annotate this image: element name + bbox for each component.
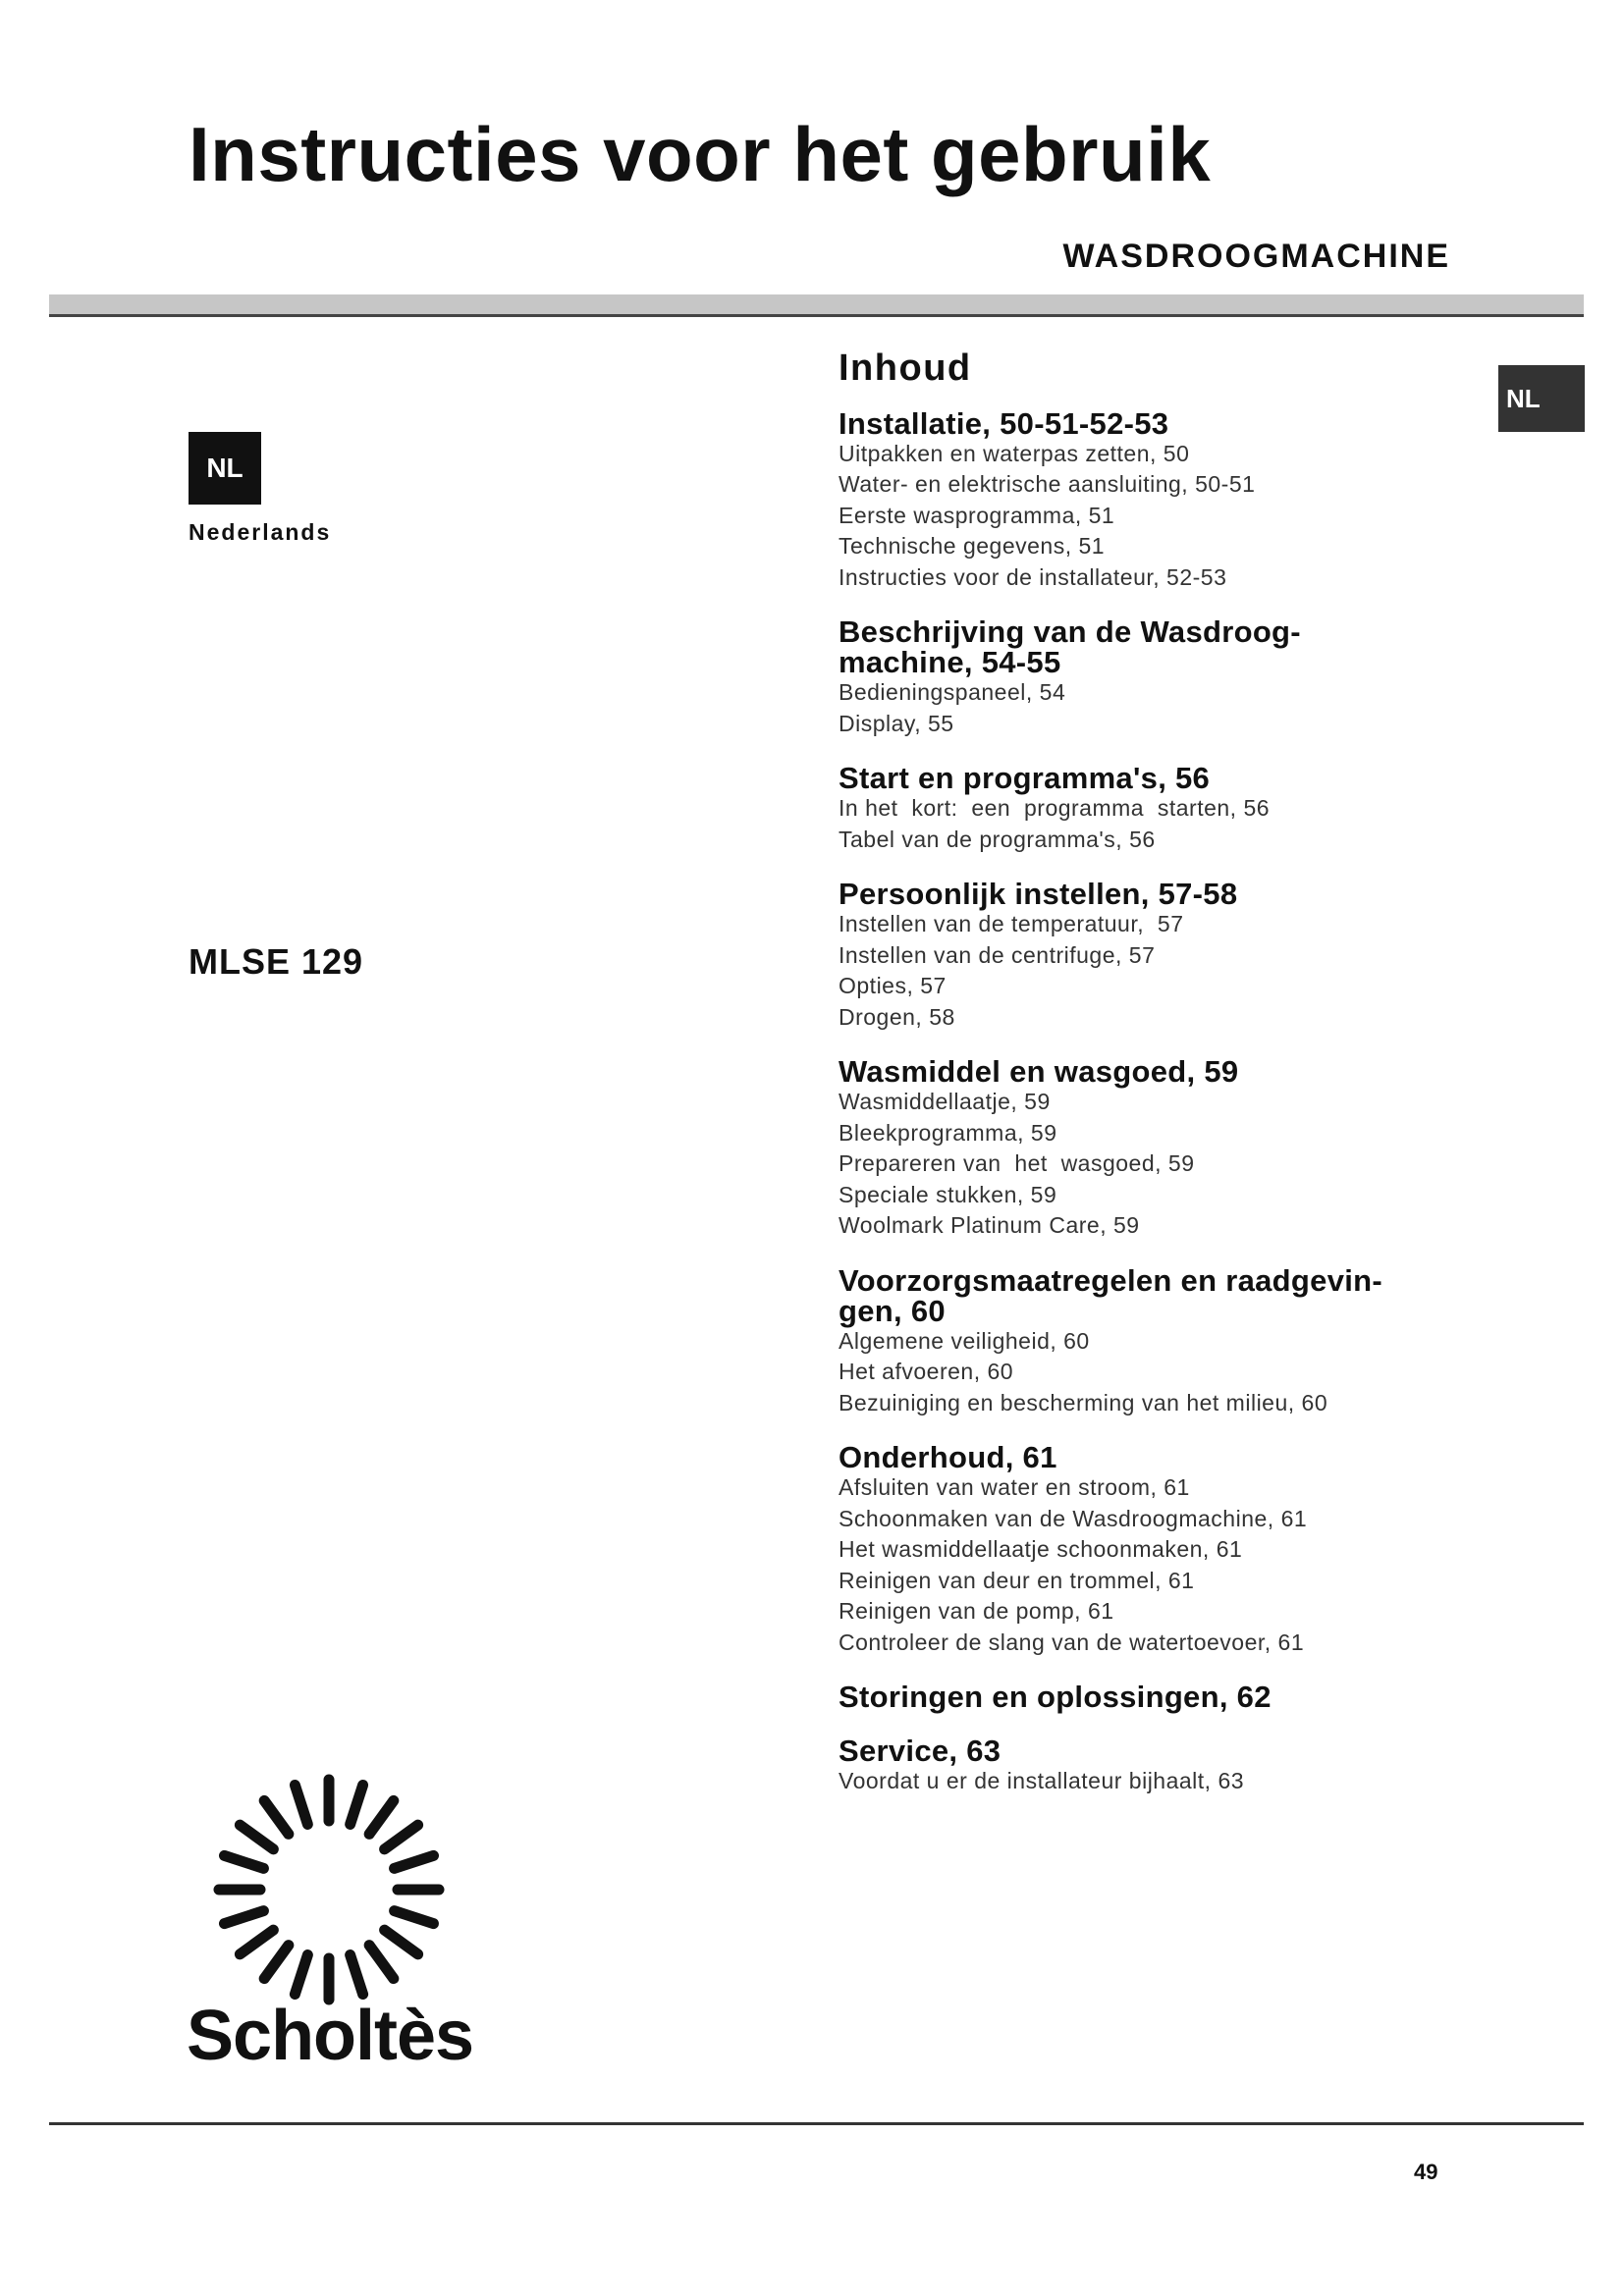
sun-ray [224,1911,263,1924]
toc-item: Display, 55 [839,710,954,736]
toc-item: Technische gegevens, 51 [839,533,1106,560]
toc-item: Reinigen van de pomp, 61 [839,1598,1114,1625]
toc-section-title: Onderhoud, 61 [839,1440,1057,1475]
toc-item: Woolmark Platinum Care, 59 [839,1212,1140,1239]
toc-heading: Inhoud [839,347,972,389]
sun-ray [369,1946,394,1979]
sun-ray [395,1911,434,1924]
toc-item: Het wasmiddellaatje schoonmaken, 61 [839,1536,1243,1563]
toc-section-title: Persoonlijk instellen, 57-58 [839,877,1238,912]
toc-item: Speciale stukken, 59 [839,1181,1057,1207]
toc-item: Reinigen van deur en trommel, 61 [839,1567,1195,1593]
header-divider [49,294,1584,317]
toc-item: Eerste wasprogramma, 51 [839,502,1115,528]
toc-item: Voordat u er de installateur bijhaalt, 63 [839,1768,1245,1794]
language-label: Nederlands [189,519,332,545]
sun-ray [264,1946,289,1979]
toc-section [839,1735,1428,1797]
toc-section-title: Installatie, 50-51-52-53 [839,405,1169,441]
toc-item: Het afvoeren, 60 [839,1359,1014,1385]
toc-item: Wasmiddellaatje, 59 [839,1089,1051,1115]
toc-item: Algemene veiligheid, 60 [839,1327,1090,1354]
toc-section [839,405,1428,594]
sun-ray [395,1855,434,1868]
sun-ray [240,1825,273,1849]
toc-section [839,616,1428,739]
language-tab: NL [1498,365,1585,432]
toc-item: Prepareren van het wasgoed, 59 [839,1150,1195,1177]
toc-item: Uitpakken en waterpas zetten, 50 [839,440,1190,466]
toc-item: Schoonmaken van de Wasdroogmachine, 61 [839,1505,1308,1531]
toc-item: Tabel van de programma's, 56 [839,826,1156,852]
language-badge: NL [189,432,261,505]
toc-item: Instellen van de centrifuge, 57 [839,941,1156,968]
toc-sections [839,405,1428,1797]
toc-item: Drogen, 58 [839,1003,955,1030]
toc-section [839,1442,1428,1658]
toc-item: In het kort: een programma starten, 56 [839,795,1271,822]
sun-ray [264,1800,289,1834]
toc-section [839,1056,1428,1242]
sun-ray [385,1930,418,1954]
toc-section-title: Wasmiddel en wasgoed, 59 [839,1054,1239,1090]
product-type: WASDROOGMACHINE [1062,238,1450,275]
toc-item: Controleer de slang van de watertoevoer, 61 [839,1629,1305,1655]
toc-item: Water- en elektrische aansluiting, 50-51 [839,471,1256,498]
toc-item: Afsluiten van water en stroom, 61 [839,1474,1190,1501]
toc-section-title: Beschrijving van de Wasdroog- machine, 54-55 [839,614,1301,680]
sun-ray [224,1855,263,1868]
sun-ray [385,1825,418,1849]
sun-ray [369,1800,394,1834]
brand-logo-text: Scholtès [187,1997,474,2075]
toc-section-title: Service, 63 [839,1734,1001,1769]
toc-section [839,1262,1428,1419]
toc-section-title: Voorzorgsmaatregelen en raadgevin- gen, 60 [839,1262,1383,1328]
sun-ray [295,1955,307,1995]
toc-item: Opties, 57 [839,973,947,999]
sun-ray [295,1785,307,1824]
toc-item: Instructies voor de installateur, 52-53 [839,563,1227,590]
toc-section-title: Start en programma's, 56 [839,761,1211,796]
sun-ray [351,1955,363,1995]
scholtes-sun-icon [206,1767,452,2012]
table-of-contents [839,348,1428,1821]
page-number: 49 [1414,2160,1438,2184]
footer-divider [49,2122,1584,2125]
model-number: MLSE 129 [189,941,364,982]
toc-item: Bleekprogramma, 59 [839,1119,1057,1146]
toc-item: Bedieningspaneel, 54 [839,679,1066,706]
sun-ray [240,1930,273,1954]
sun-ray [351,1785,363,1824]
toc-item: Bezuiniging en bescherming van het milieu, 60 [839,1389,1328,1415]
toc-section [839,763,1428,855]
toc-section-title: Storingen en oplossingen, 62 [839,1680,1272,1715]
toc-section [839,1680,1428,1715]
toc-item: Instellen van de temperatuur, 57 [839,911,1184,937]
toc-section [839,879,1428,1033]
page-title: Instructies voor het gebruik [189,111,1212,197]
